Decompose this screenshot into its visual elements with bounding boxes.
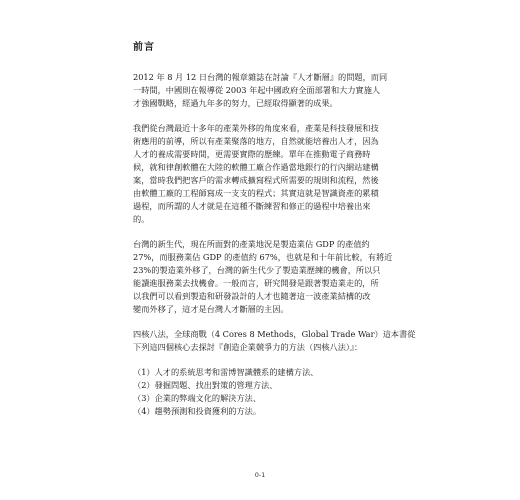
paragraph-line: 四核八法，全球商戰（4 Cores 8 Methods，Global Trade War）這本書從 [133,329,416,339]
section-heading: 前言 [133,42,155,53]
paragraph-line: 才強國戰略，經過九年多的努力，已經取得顯著的成果。 [133,98,338,108]
paragraph-line: 由軟體工廠的工程師寫成一支支的程式；其實這就是智識資產的累積 [133,188,379,198]
paragraph [133,328,416,354]
paragraph-line: 27%，而服務業佔 GDP 的產值約 67%，也就是和十年前比較，有將近 [133,252,393,262]
page-number: 0-1 [254,471,266,479]
paragraph-line: 23%的製造業外移了，台灣的新生代少了製造業歷練的機會，所以只 [133,265,381,275]
paragraph-line: 候，就和律創軟體在大陸的軟體工廠合作過當地銀行的行內網站建構 [133,162,379,172]
paragraph-line: 2012 年 8 月 12 日台灣的報章雜誌在討論『人才斷層』的問題，而同 [133,72,388,82]
paragraph-line: 一時間，中國則在報導從 2003 年起中國政府全面部署和大力實施人 [133,85,381,95]
paragraph [133,71,395,110]
paragraph-line: 人才的養成需要時間，更需要實際的歷練。單年在推動電子商務時 [133,149,371,159]
list-item: （3）企業的弊端文化的解決方法、 [133,393,262,403]
list-item: （2）發掘問題、找出對策的管理方法、 [133,380,278,390]
paragraph-line: 變而外移了，這才是台灣人才斷層的主因。 [133,304,289,314]
paragraph-line: 的。 [133,214,150,224]
paragraph-line: 案，當時我們把客戶的需求轉成擴寫程式所需要的規則和流程，然後 [133,175,379,185]
paragraph-line: 我們從台灣最近十多年的產業外移的角度來看，產業是科技發展和技 [133,123,379,133]
paragraph-line: 術應用的前導，所以有產業聚落的地方，自然就能培養出人才，因為 [133,136,379,146]
list-item: （4）趨勢預測和投資獲利的方法。 [133,406,262,416]
list-item: （1）人才的系統思考和雷博智識體系的建構方法、 [133,367,319,377]
paragraph-line: 以我們可以看到製造和研發設計的人才也隨著這一波產業結構的改 [133,291,371,301]
paragraph-line: 台灣的新生代，現在所面對的產業地況是製造業佔 GDP 的產值約 [133,239,370,249]
paragraphs-container [133,71,416,354]
paragraph [133,122,395,226]
document-body [133,38,416,418]
paragraph [133,238,395,316]
paragraph-line: 能讀進服務業去找機會。一般而言，研究開發是跟著製造業走的，所 [133,278,379,288]
paragraph-line: 過程，而所謂的人才就是在這種不斷練習和修正的過程中培養出來 [133,201,371,211]
method-list [133,366,395,418]
paragraph-line: 下列這四個核心去探討『創造企業競爭力的方法（四核八法）』： [133,342,363,352]
